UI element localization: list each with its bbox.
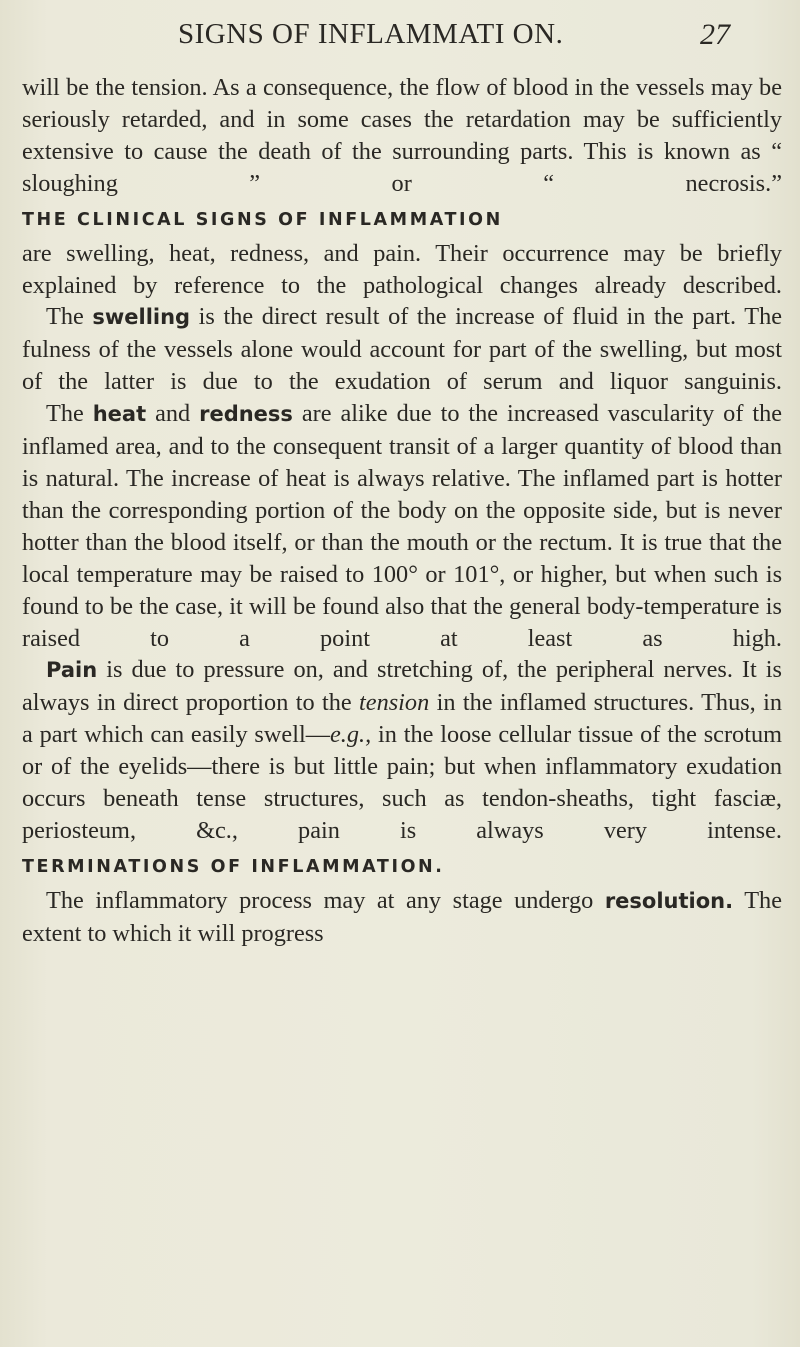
running-head — [0, 18, 800, 58]
paragraph-clinical-signs: are swelling, heat, redness, and pain. Their occurrence may be briefly explained by reference to the pathological changes already described. — [22, 239, 782, 299]
term-resolution: resolution. — [604, 888, 734, 913]
pain-text-2: in the inflamed structures. Thus, in a part which can easily swell— — [22, 689, 783, 749]
running-title: SIGNS OF INFLAMMATI ON. — [178, 18, 564, 50]
body-text — [22, 72, 782, 950]
pain-text-3: in the loose cellular tissue of the scrotum or of the eyelids—there is but little pain; but when inflammatory exudation occurs beneath tense structures, such as tendon-sheaths, tight fasciæ, periosteum, &c., pain is always very intense. — [22, 721, 782, 844]
pain-text-1: is due to pressure on, and stretching of, the peripheral nerves. It is always in direct proportion to the — [22, 656, 783, 717]
terminations-text: The inflammatory process may at any stage undergo — [46, 886, 594, 914]
paragraph-terminations — [22, 885, 782, 950]
heading-terminations: TERMINATIONS OF INFLAMMATION. — [22, 856, 445, 877]
pain-tension: tension — [359, 689, 430, 717]
paragraph-heat-redness — [22, 398, 782, 654]
heading-clinical-signs: THE CLINICAL SIGNS OF INFLAMMATION — [22, 209, 503, 230]
swelling-prefix: The — [46, 303, 84, 331]
temperature-1: 100° — [371, 560, 418, 588]
paragraph-intro: will be the tension. As a consequence, the flow of blood in the vessels may be seriously retarded, and in some cases the retardation may be sufficiently extensive to cause the death of the surrounding parts. This is known as “ sloughing ” or “ necrosis.” — [22, 74, 782, 197]
heat-text-1: are alike due to the increased vascularity of the inflamed area, and to the consequent transit of a larger quantity of blood than is natural. The increase of heat is always relative. The inflamed part is hotter than the corresponding portion of the body on the opposite side, but is never hotter than the blood itself, or than the mouth or the rectum. It is true that the local temperature may be raised to — [22, 400, 783, 588]
heat-and: and — [155, 400, 191, 428]
page-number: 27 — [700, 18, 730, 51]
paragraph-pain — [22, 654, 782, 846]
term-redness: redness — [199, 402, 293, 427]
term-heat: heat — [92, 402, 147, 427]
term-swelling: swelling — [92, 305, 191, 330]
temperature-or: or — [425, 560, 446, 588]
paragraph-swelling — [22, 301, 782, 398]
swelling-text: is the direct result of the increase of fluid in the part. The fulness of the vessels alone would account for part of the swelling, but most of the latter is due to the exudation of serum and liquor sanguinis. — [22, 303, 783, 396]
pain-eg: e.g., — [330, 721, 372, 749]
resolution-text: The extent to which it will progress — [22, 886, 782, 947]
heat-text-2: or higher, but when such is found to be the case, it will be found also that the general body-temperature is raised to a point at least as high. — [22, 560, 783, 652]
term-pain: Pain — [46, 658, 98, 683]
heat-prefix: The — [46, 400, 84, 428]
temperature-2: 101°, — [453, 560, 506, 588]
